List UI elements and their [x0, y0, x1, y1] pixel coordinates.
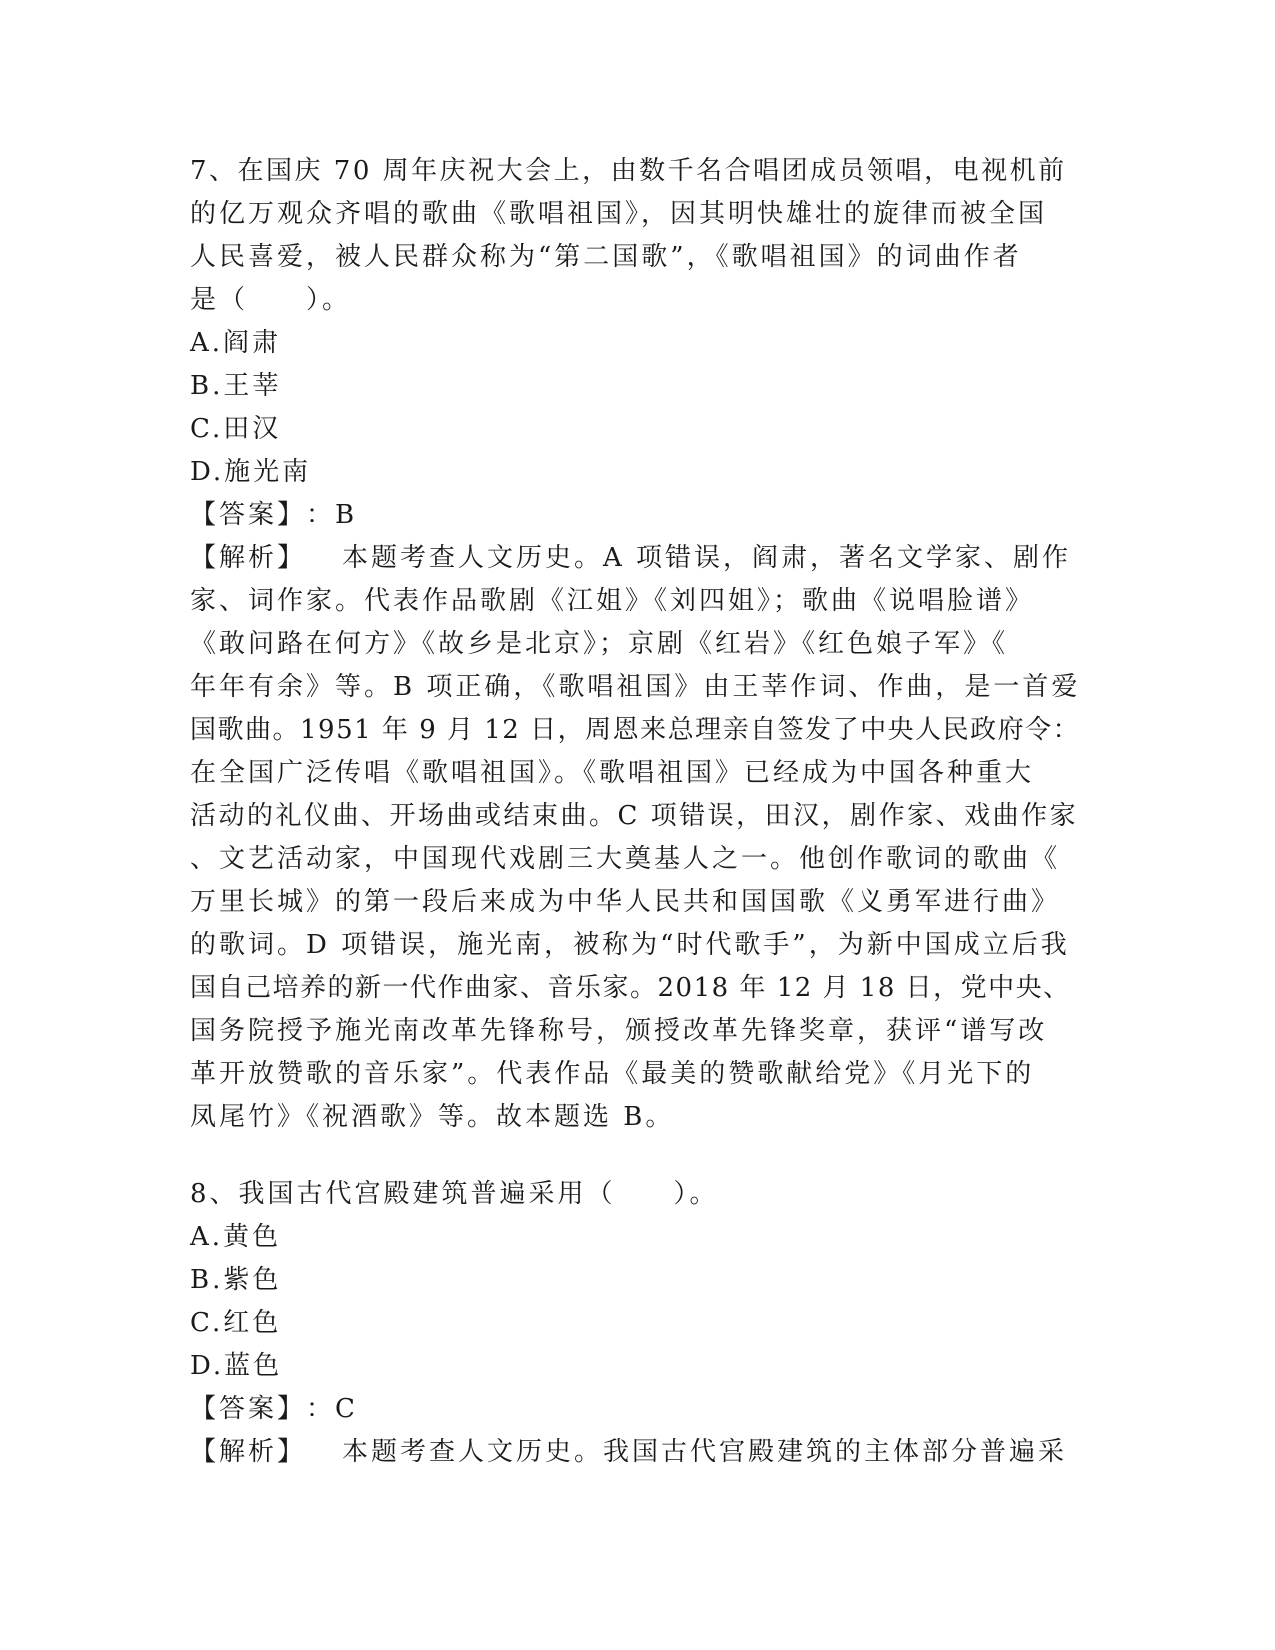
explanation-line: 国自己培养的新一代作曲家、音乐家。2018 年 12 月 18 日，党中央、 [190, 973, 1071, 1003]
explanation-text: 本题考查人文历史。A 项错误，阎肃，著名文学家、剧作 [342, 543, 1072, 573]
option-b: B.王莘 [190, 371, 282, 401]
explanation-line: 万里长城》的第一段后来成为中华人民共和国国歌《义勇军进行曲》 [190, 887, 1061, 917]
option-a: A.黄色 [190, 1222, 282, 1252]
option-d: D.蓝色 [190, 1351, 283, 1381]
option-c: C.田汉 [190, 414, 282, 444]
explanation-first-line [190, 1431, 1080, 1474]
answer-label: 【答案】 [190, 1394, 307, 1424]
explanation-line: 、文艺活动家，中国现代戏剧三大奠基人之一。他创作歌词的歌曲《 [190, 844, 1061, 874]
option-d: D.施光南 [190, 457, 312, 487]
answer-line [190, 494, 1080, 537]
explanation-line: 凤尾竹》《祝酒歌》等。故本题选 B。 [190, 1102, 675, 1132]
explanation-line: 家、词作家。代表作品歌剧《江姐》《刘四姐》；歌曲《说唱脸谱》 [190, 586, 1035, 616]
question-stem-line: 7、在国庆 70 周年庆祝大会上，由数千名合唱团成员领唱，电视机前 [190, 156, 1067, 186]
explanation-line: 的歌词。D 项错误，施光南，被称为“时代歌手”，为新中国成立后我 [190, 930, 1070, 960]
answer-label: 【答案】 [190, 500, 307, 530]
question-8 [190, 1173, 1080, 1474]
explanation-line: 活动的礼仪曲、开场曲或结束曲。C 项错误，田汉，剧作家、戏曲作家 [190, 801, 1079, 831]
explanation-line: 革开放赞歌的音乐家”。代表作品《最美的赞歌献给党》《月光下的 [190, 1059, 1035, 1089]
option-a: A.阎肃 [190, 328, 282, 358]
explanation-line: 在全国广泛传唱《歌唱祖国》。《歌唱祖国》已经成为中国各种重大 [190, 758, 1035, 788]
answer-line [190, 1388, 1080, 1431]
explanation-label: 【解析】 [190, 1437, 307, 1467]
answer-separator: ： [306, 1394, 336, 1424]
explanation-line: 《敢问路在何方》《故乡是北京》；京剧《红岩》《红色娘子军》《 [190, 629, 1009, 659]
question-7 [190, 150, 1080, 1139]
explanation-label: 【解析】 [190, 543, 307, 573]
option-b: B.紫色 [190, 1265, 282, 1295]
explanation-line: 年年有余》等。B 项正确，《歌唱祖国》由王莘作词、作曲，是一首爱 [190, 672, 1081, 702]
explanation-first-line [190, 537, 1080, 580]
question-stem-line: 是（ ）。 [190, 285, 352, 315]
answer-value: B [335, 500, 358, 530]
explanation-line: 国务院授予施光南改革先锋称号，颁授改革先锋奖章，获评“谱写改 [190, 1016, 1048, 1046]
explanation-line: 国歌曲。1951 年 9 月 12 日，周恩来总理亲自签发了中央人民政府令： [190, 715, 1081, 745]
explanation-text: 本题考查人文历史。我国古代宫殿建筑的主体部分普遍采 [342, 1437, 1068, 1467]
answer-separator: ： [306, 500, 336, 530]
answer-value: C [335, 1394, 358, 1424]
question-stem-line: 8、我国古代宫殿建筑普遍采用（ ）。 [190, 1179, 719, 1209]
option-c: C.红色 [190, 1308, 282, 1338]
question-stem-line: 的亿万观众齐唱的歌曲《歌唱祖国》，因其明快雄壮的旋律而被全国 [190, 199, 1048, 229]
question-stem-line: 人民喜爱，被人民群众称为“第二国歌”，《歌唱祖国》的词曲作者 [190, 242, 1022, 272]
